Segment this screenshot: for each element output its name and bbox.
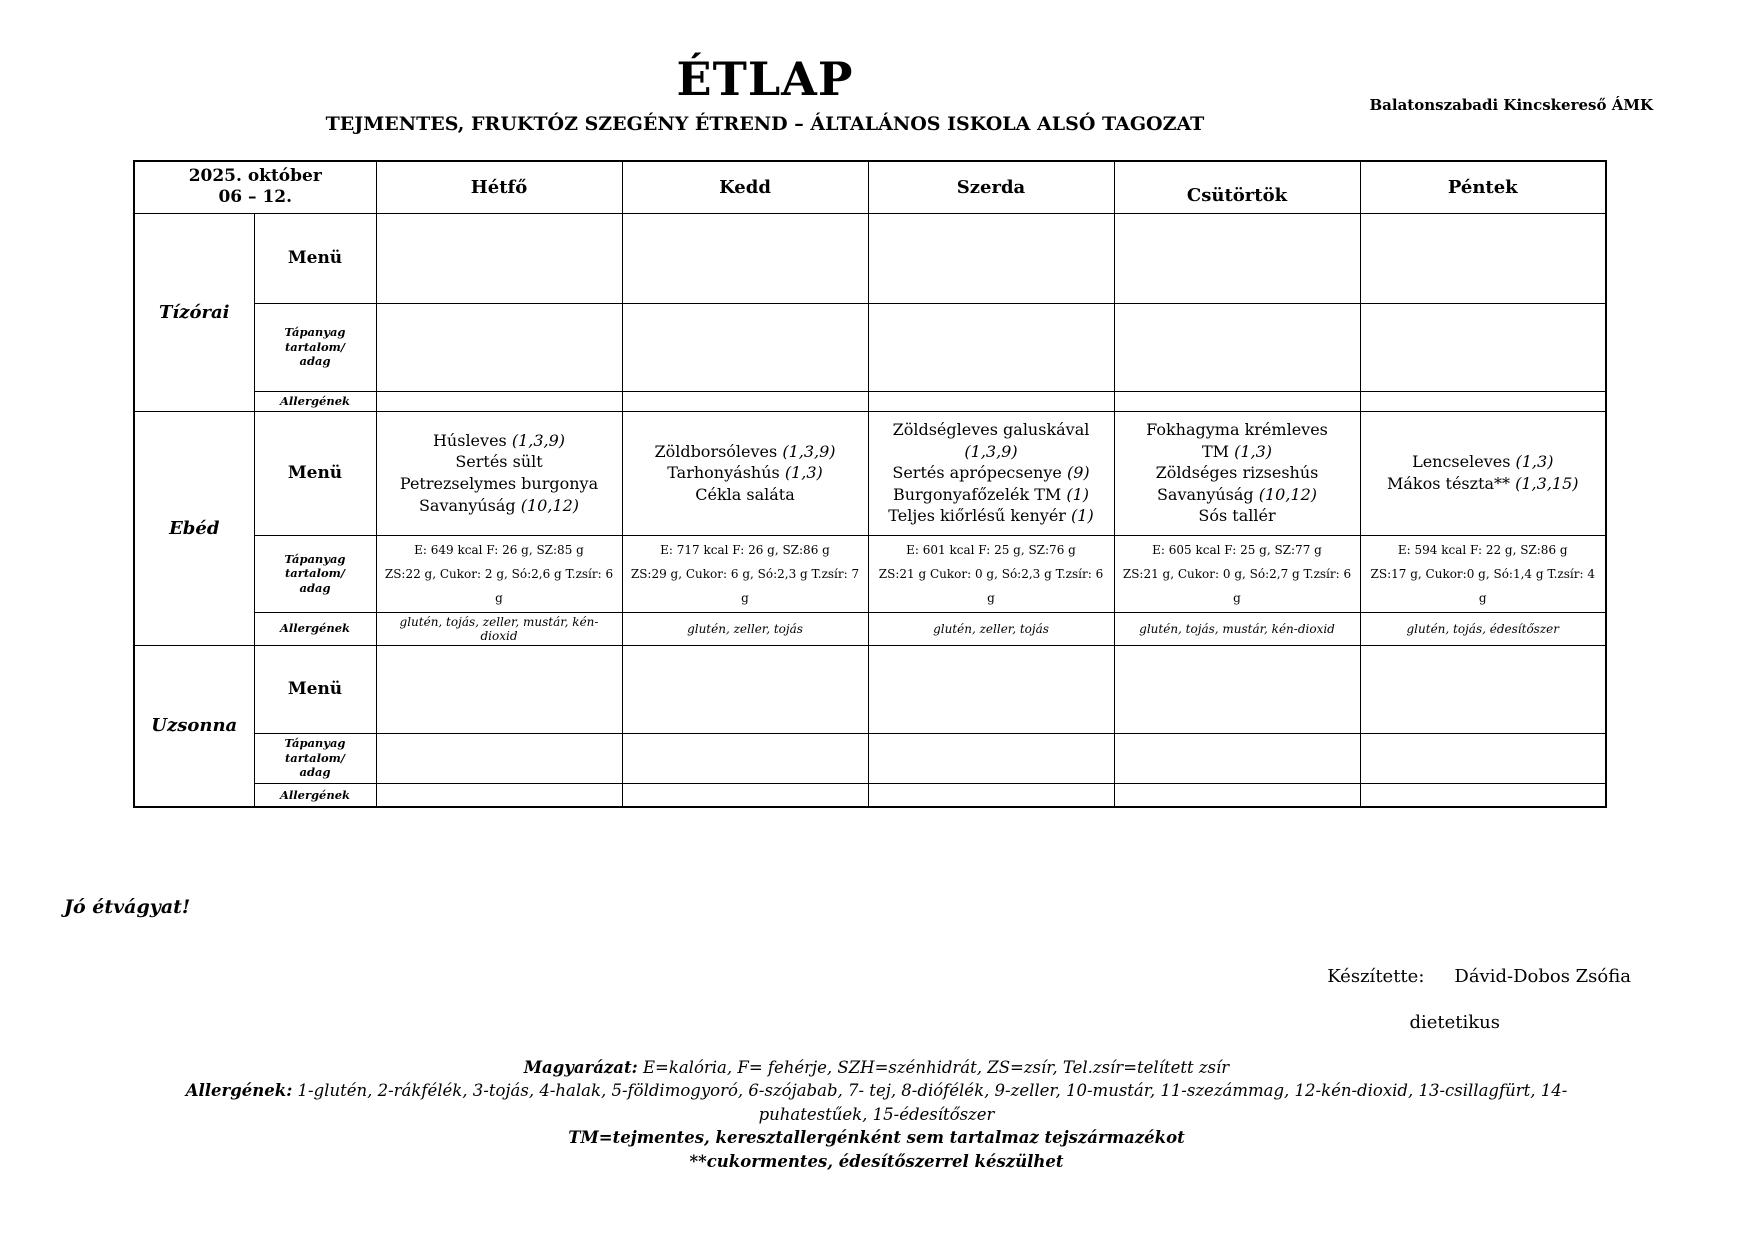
allergen-cell: [1114, 391, 1360, 411]
nutrition-cell: [1114, 303, 1360, 391]
allergen-cell-friday: glutén, tojás, édesítőszer: [1360, 612, 1606, 645]
allergen-cell-thursday: glutén, tojás, mustár, kén-dioxid: [1114, 612, 1360, 645]
allergen-cell-tuesday: glutén, zeller, tojás: [622, 612, 868, 645]
nutrition-cell: [1360, 733, 1606, 783]
uzsonna-menu-row: [134, 645, 1606, 733]
menu-cell: [868, 645, 1114, 733]
menu-cell: [1114, 645, 1360, 733]
menu-cell: [376, 213, 622, 303]
menu-cell: [868, 213, 1114, 303]
nutrition-cell-thursday: E: 605 kcal F: 25 g, SZ:77 g ZS:21 g, Cukor: 0 g, Só:2,7 g T.zsír: 6 g: [1114, 535, 1360, 612]
page-subtitle: TEJMENTES, FRUKTÓZ SZEGÉNY ÉTREND – ÁLTALÁNOS ISKOLA ALSÓ TAGOZAT: [325, 113, 1205, 136]
ebed-menu-row: [134, 411, 1606, 535]
allergen-cell-wednesday: glutén, zeller, tojás: [868, 612, 1114, 645]
allergen-cell: [622, 391, 868, 411]
tizorai-nutrition-row: [134, 303, 1606, 391]
allergen-legend-text: 1-glutén, 2-rákfélék, 3-tojás, 4-halak, 5-földimogyoró, 6-szójabab, 7- tej, 8-diófélék, 9-zeller, 10-mustár, 11-szezámmag, 12-kén-dioxid, 13-csillagfürt, 14-puhatestűek, 15-édesítőszer: [297, 1081, 1568, 1124]
weekly-menu-table: [133, 160, 1607, 808]
nutrition-cell-tuesday: E: 717 kcal F: 26 g, SZ:86 g ZS:29 g, Cukor: 6 g, Só:2,3 g T.zsír: 7 g: [622, 535, 868, 612]
legend-text: E=kalória, F= fehérje, SZH=szénhidrát, ZS=zsír, Tel.zsír=telített zsír: [642, 1058, 1230, 1077]
menu-cell-monday: Húsleves (1,3,9) Sertés sült Petrezselymes burgonya Savanyúság (10,12): [376, 411, 622, 535]
day-header-monday: Hétfő: [376, 161, 622, 213]
row-label-menu: Menü: [254, 213, 376, 303]
nutrition-cell: [868, 733, 1114, 783]
nutrition-cell-wednesday: E: 601 kcal F: 25 g, SZ:76 g ZS:21 g Cukor: 0 g, Só:2,3 g T.zsír: 6 g: [868, 535, 1114, 612]
row-label-allergens: Allergének: [254, 783, 376, 807]
allergen-legend-line: [167, 1079, 1587, 1126]
allergen-cell: [1114, 783, 1360, 807]
day-header-friday: Péntek: [1360, 161, 1606, 213]
prepared-by-name: Dávid-Dobos Zsófia: [1454, 966, 1631, 987]
row-label-allergens: Allergének: [254, 391, 376, 411]
nutrition-cell: [1114, 733, 1360, 783]
day-header-thursday: Csütörtök: [1114, 161, 1360, 213]
legend-label: Magyarázat:: [523, 1058, 638, 1077]
ebed-allergen-row: [134, 612, 1606, 645]
legend-block: [0, 1056, 1753, 1173]
row-label-menu: Menü: [254, 645, 376, 733]
allergen-cell-monday: glutén, tojás, zeller, mustár, kén-dioxid: [376, 612, 622, 645]
allergen-cell: [376, 391, 622, 411]
tizorai-menu-row: [134, 213, 1606, 303]
allergen-cell: [868, 391, 1114, 411]
allergen-cell: [1360, 391, 1606, 411]
table-header-row: [134, 161, 1606, 213]
page-title: ÉTLAP: [676, 52, 854, 106]
menu-cell: [376, 645, 622, 733]
nutrition-cell: [1360, 303, 1606, 391]
menu-cell-tuesday: Zöldborsóleves (1,3,9) Tarhonyáshús (1,3) Cékla saláta: [622, 411, 868, 535]
menu-cell: [1114, 213, 1360, 303]
row-label-allergens: Allergének: [254, 612, 376, 645]
menu-cell: [622, 213, 868, 303]
allergen-cell: [376, 783, 622, 807]
prepared-by-title: dietetikus: [1409, 1012, 1500, 1033]
row-label-menu: Menü: [254, 411, 376, 535]
row-label-nutrition: Tápanyag tartalom/ adag: [254, 733, 376, 783]
sugar-note: **cukormentes, édesítőszerrel készülhet: [689, 1151, 1064, 1171]
allergen-cell: [622, 783, 868, 807]
nutrition-cell: [622, 733, 868, 783]
day-header-tuesday: Kedd: [622, 161, 868, 213]
nutrition-cell: [868, 303, 1114, 391]
meal-section-label-ebed: Ebéd: [134, 411, 254, 645]
allergen-cell: [868, 783, 1114, 807]
meal-section-label-tizorai: Tízórai: [134, 213, 254, 411]
uzsonna-nutrition-row: [134, 733, 1606, 783]
nutrition-cell: [376, 303, 622, 391]
tizorai-allergen-row: [134, 391, 1606, 411]
uzsonna-allergen-row: [134, 783, 1606, 807]
row-label-nutrition: Tápanyag tartalom/ adag: [254, 303, 376, 391]
date-range-cell: 2025. október 06 – 12.: [134, 161, 376, 213]
prepared-by: [1327, 966, 1631, 987]
menu-cell: [1360, 645, 1606, 733]
allergen-cell: [1360, 783, 1606, 807]
document-header: [0, 52, 1530, 136]
bon-appetit-text: Jó étvágyat!: [64, 896, 191, 918]
menu-cell-thursday: Fokhagyma krémleves TM (1,3) Zöldséges rizseshús Savanyúság (10,12) Sós tallér: [1114, 411, 1360, 535]
nutrition-cell-monday: E: 649 kcal F: 26 g, SZ:85 g ZS:22 g, Cukor: 2 g, Só:2,6 g T.zsír: 6 g: [376, 535, 622, 612]
allergen-legend-label: Allergének:: [185, 1081, 293, 1101]
menu-cell: [622, 645, 868, 733]
organization-name: Balatonszabadi Kincskereső ÁMK: [1369, 96, 1653, 114]
day-header-wednesday: Szerda: [868, 161, 1114, 213]
meal-section-label-uzsonna: Uzsonna: [134, 645, 254, 807]
nutrition-cell: [376, 733, 622, 783]
nutrition-cell-friday: E: 594 kcal F: 22 g, SZ:86 g ZS:17 g, Cukor:0 g, Só:1,4 g T.zsír: 4 g: [1360, 535, 1606, 612]
menu-cell-friday: Lencseleves (1,3) Mákos tészta** (1,3,15): [1360, 411, 1606, 535]
legend-line: [0, 1056, 1753, 1079]
row-label-nutrition: Tápanyag tartalom/ adag: [254, 535, 376, 612]
ebed-nutrition-row: [134, 535, 1606, 612]
menu-cell: [1360, 213, 1606, 303]
nutrition-cell: [622, 303, 868, 391]
menu-cell-wednesday: Zöldségleves galuskával (1,3,9) Sertés aprópecsenye (9) Burgonyafőzelék TM (1) Teljes kiőrlésű kenyér (1): [868, 411, 1114, 535]
prepared-by-label: Készítette:: [1327, 966, 1425, 987]
tm-note: TM=tejmentes, keresztallergénként sem tartalmaz tejszármazékot: [568, 1128, 1185, 1148]
